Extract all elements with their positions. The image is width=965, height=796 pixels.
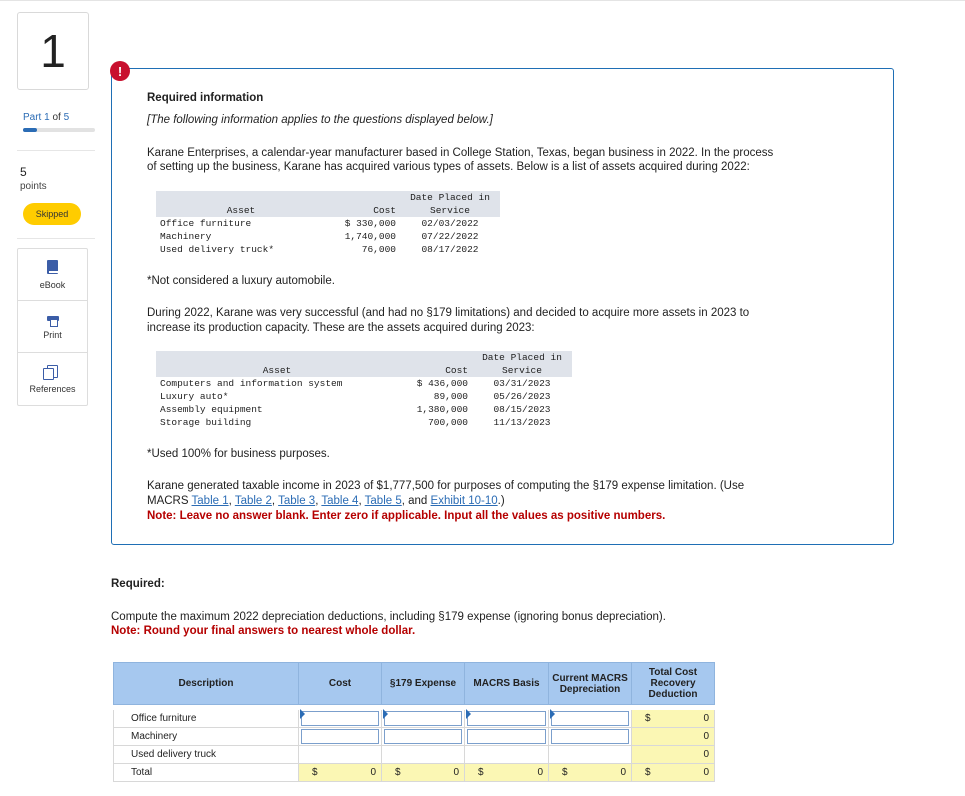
triangle-marker-icon: [550, 709, 555, 719]
table-2-link[interactable]: Table 2: [234, 495, 272, 507]
ebook-label: eBook: [39, 279, 66, 290]
office-furniture-macrs-input[interactable]: [549, 710, 632, 728]
ebook-button[interactable]: [18, 249, 87, 301]
asset-cell: Storage building: [160, 417, 252, 428]
total-value: 0: [703, 767, 709, 778]
header-description: Description: [114, 663, 299, 705]
date-cell: 05/26/2023: [493, 391, 551, 402]
table-row: [156, 230, 500, 243]
table-3-link[interactable]: Table 3: [278, 495, 316, 507]
total-recovery: [632, 764, 715, 782]
row-description: Used delivery truck: [114, 746, 299, 764]
references-icon: [47, 365, 58, 378]
table-row: [156, 243, 500, 256]
points-value: 5: [20, 165, 27, 179]
header-cell: [156, 191, 326, 204]
header-cell: [326, 191, 400, 204]
date-cell: 03/31/2023: [493, 378, 551, 389]
header-cell: [398, 351, 472, 364]
triangle-marker-icon: [300, 709, 305, 719]
asset-cell: Luxury auto*: [160, 391, 229, 402]
table-row: [114, 728, 715, 746]
references-button[interactable]: [18, 353, 87, 405]
date-cell: 11/13/2023: [493, 417, 551, 428]
machinery-cost-input[interactable]: [299, 728, 382, 746]
separator: ,: [228, 495, 235, 507]
para2-line-1: During 2022, Karane was very successful (and had no §179 limitations) and decided to acquire more assets in 2023 to: [147, 307, 750, 319]
dollar-sign: $: [645, 767, 651, 778]
total-value: 0: [537, 767, 543, 778]
intro-line-2: of setting up the business, Karane has acquired various types of assets. Below is a list of assets acquired during 2022:: [147, 161, 750, 173]
total-179: [382, 764, 465, 782]
cost-cell: 1,740,000: [344, 231, 396, 242]
info-subheading: [The following information applies to the questions displayed below.]: [147, 114, 493, 126]
separator: ,: [358, 495, 365, 507]
answer-table: [113, 662, 715, 782]
machinery-179-input[interactable]: [382, 728, 465, 746]
date-cell: 08/17/2022: [421, 244, 479, 255]
top-divider: [0, 0, 965, 1]
office-furniture-total: [632, 710, 715, 728]
references-label: References: [29, 383, 76, 394]
assets-2022-table: [156, 191, 500, 256]
header-cell: Cost: [326, 204, 400, 217]
header-cell: [156, 351, 398, 364]
header-cell: Service: [400, 204, 500, 217]
table-5-link[interactable]: Table 5: [364, 495, 402, 507]
part-of: of: [52, 112, 61, 123]
total-macrs: [549, 764, 632, 782]
cost-cell: $ 330,000: [344, 218, 396, 229]
cost-cell: 700,000: [428, 417, 468, 428]
asset-cell: Office furniture: [160, 218, 252, 229]
truck-179-cell: [382, 746, 465, 764]
table-row: [156, 403, 572, 416]
table-row: [156, 390, 572, 403]
header-179-expense: §179 Expense: [382, 663, 465, 705]
office-furniture-179-input[interactable]: [382, 710, 465, 728]
dollar-sign: $: [645, 712, 651, 724]
date-cell: 08/15/2023: [493, 404, 551, 415]
table-4-link[interactable]: Table 4: [321, 495, 359, 507]
separator: , and: [401, 495, 431, 507]
header-cell: Date Placed in: [400, 191, 500, 204]
book-icon: [47, 260, 58, 274]
total-value: 0: [703, 712, 709, 724]
row-description: Office furniture: [114, 710, 299, 728]
total-basis: [465, 764, 549, 782]
table-header-row: [156, 191, 500, 204]
truck-macrs-cell: [549, 746, 632, 764]
cost-cell: 89,000: [433, 391, 468, 402]
machinery-total: [632, 728, 715, 746]
truck-total: [632, 746, 715, 764]
print-icon: [47, 314, 59, 324]
part-progress-fill: [23, 128, 37, 132]
machinery-macrs-input[interactable]: [549, 728, 632, 746]
header-cell: Service: [472, 364, 572, 377]
cost-cell: 1,380,000: [416, 404, 468, 415]
answer-header-row: [114, 663, 715, 705]
asset-cell: Machinery: [160, 231, 212, 242]
part-indicator[interactable]: [23, 112, 69, 123]
dollar-sign: $: [395, 767, 401, 778]
table-row: [156, 377, 572, 390]
part-current: 1: [44, 112, 50, 123]
cost-cell: $ 436,000: [416, 378, 468, 389]
rail-divider: [17, 150, 95, 151]
rail-divider: [17, 238, 95, 239]
asset-cell: Assembly equipment: [160, 404, 263, 415]
table-row: [156, 217, 500, 230]
table-row: [156, 416, 572, 429]
dollar-sign: $: [478, 767, 484, 778]
print-button[interactable]: [18, 301, 87, 353]
info-note: Note: Leave no answer blank. Enter zero if applicable. Input all the values as positive numbers.: [147, 510, 666, 522]
triangle-marker-icon: [383, 709, 388, 719]
required-label: Required:: [111, 578, 165, 590]
part-progress-bar: [23, 128, 95, 132]
total-value: 0: [453, 767, 459, 778]
total-cost: [299, 764, 382, 782]
cost-cell: 76,000: [361, 244, 396, 255]
office-furniture-basis-input[interactable]: [465, 710, 549, 728]
print-label: Print: [43, 329, 62, 340]
assets-2023-table: [156, 351, 572, 429]
header-cell: Asset: [156, 364, 398, 377]
info-heading: Required information: [147, 92, 264, 104]
table-row: [114, 746, 715, 764]
truck-basis-cell: [465, 746, 549, 764]
para3-line-1: Karane generated taxable income in 2023 of $1,777,500 for purposes of computing the §179 expense limitation. (Use: [147, 480, 745, 492]
required-note: Note: Round your final answers to nearest whole dollar.: [111, 625, 416, 637]
truck-cost-cell: [299, 746, 382, 764]
total-value: 0: [703, 749, 709, 760]
triangle-marker-icon: [466, 709, 471, 719]
status-badge: Skipped: [23, 203, 81, 225]
total-label: Total: [114, 764, 299, 782]
footnote-2: *Used 100% for business purposes.: [147, 448, 330, 460]
header-cell: Asset: [156, 204, 326, 217]
para2-line-2: increase its production capacity. These are the assets acquired during 2023:: [147, 322, 535, 334]
table-header-row: [156, 204, 500, 217]
question-number: 1: [17, 12, 89, 90]
points-label: points: [20, 181, 47, 192]
machinery-basis-input[interactable]: [465, 728, 549, 746]
exhibit-10-10-link[interactable]: Exhibit 10-10: [430, 495, 498, 507]
para3-prefix: MACRS: [147, 495, 192, 507]
header-cell: Cost: [398, 364, 472, 377]
intro-line-1: Karane Enterprises, a calendar-year manufacturer based in College Station, Texas, began business in 2022. In the process: [147, 147, 774, 159]
header-macrs-basis: MACRS Basis: [465, 663, 549, 705]
separator: ,: [271, 495, 279, 507]
dollar-sign: $: [562, 767, 568, 778]
asset-cell: Computers and information system: [160, 378, 343, 389]
footnote-1: *Not considered a luxury automobile.: [147, 275, 335, 287]
row-description: Machinery: [114, 728, 299, 746]
tools-panel: [17, 248, 88, 406]
para3-line-2: [147, 494, 505, 508]
header-cell: Date Placed in: [472, 351, 572, 364]
total-value: 0: [620, 767, 626, 778]
total-row: [114, 764, 715, 782]
table-header-row: [156, 364, 572, 377]
required-information-panel: [111, 68, 894, 545]
header-current-macrs-depreciation: Current MACRS Depreciation: [549, 663, 632, 705]
para3-suffix: .): [497, 495, 505, 507]
table-header-row: [156, 351, 572, 364]
total-value: 0: [370, 767, 376, 778]
date-cell: 07/22/2022: [421, 231, 479, 242]
date-cell: 02/03/2022: [421, 218, 479, 229]
part-label: Part: [23, 112, 42, 123]
alert-icon: !: [110, 61, 130, 81]
table-row: [114, 710, 715, 728]
header-total-cost-recovery-deduction: Total Cost Recovery Deduction: [632, 663, 715, 705]
asset-cell: Used delivery truck*: [160, 244, 275, 255]
part-total: 5: [63, 112, 70, 123]
office-furniture-cost-input[interactable]: [299, 710, 382, 728]
required-text: Compute the maximum 2022 depreciation deductions, including §179 expense (ignoring bonus depreciation).: [111, 611, 666, 623]
total-value: 0: [703, 731, 709, 742]
table-1-link[interactable]: Table 1: [191, 495, 229, 507]
separator: ,: [315, 495, 322, 507]
header-cost: Cost: [299, 663, 382, 705]
dollar-sign: $: [312, 767, 318, 778]
